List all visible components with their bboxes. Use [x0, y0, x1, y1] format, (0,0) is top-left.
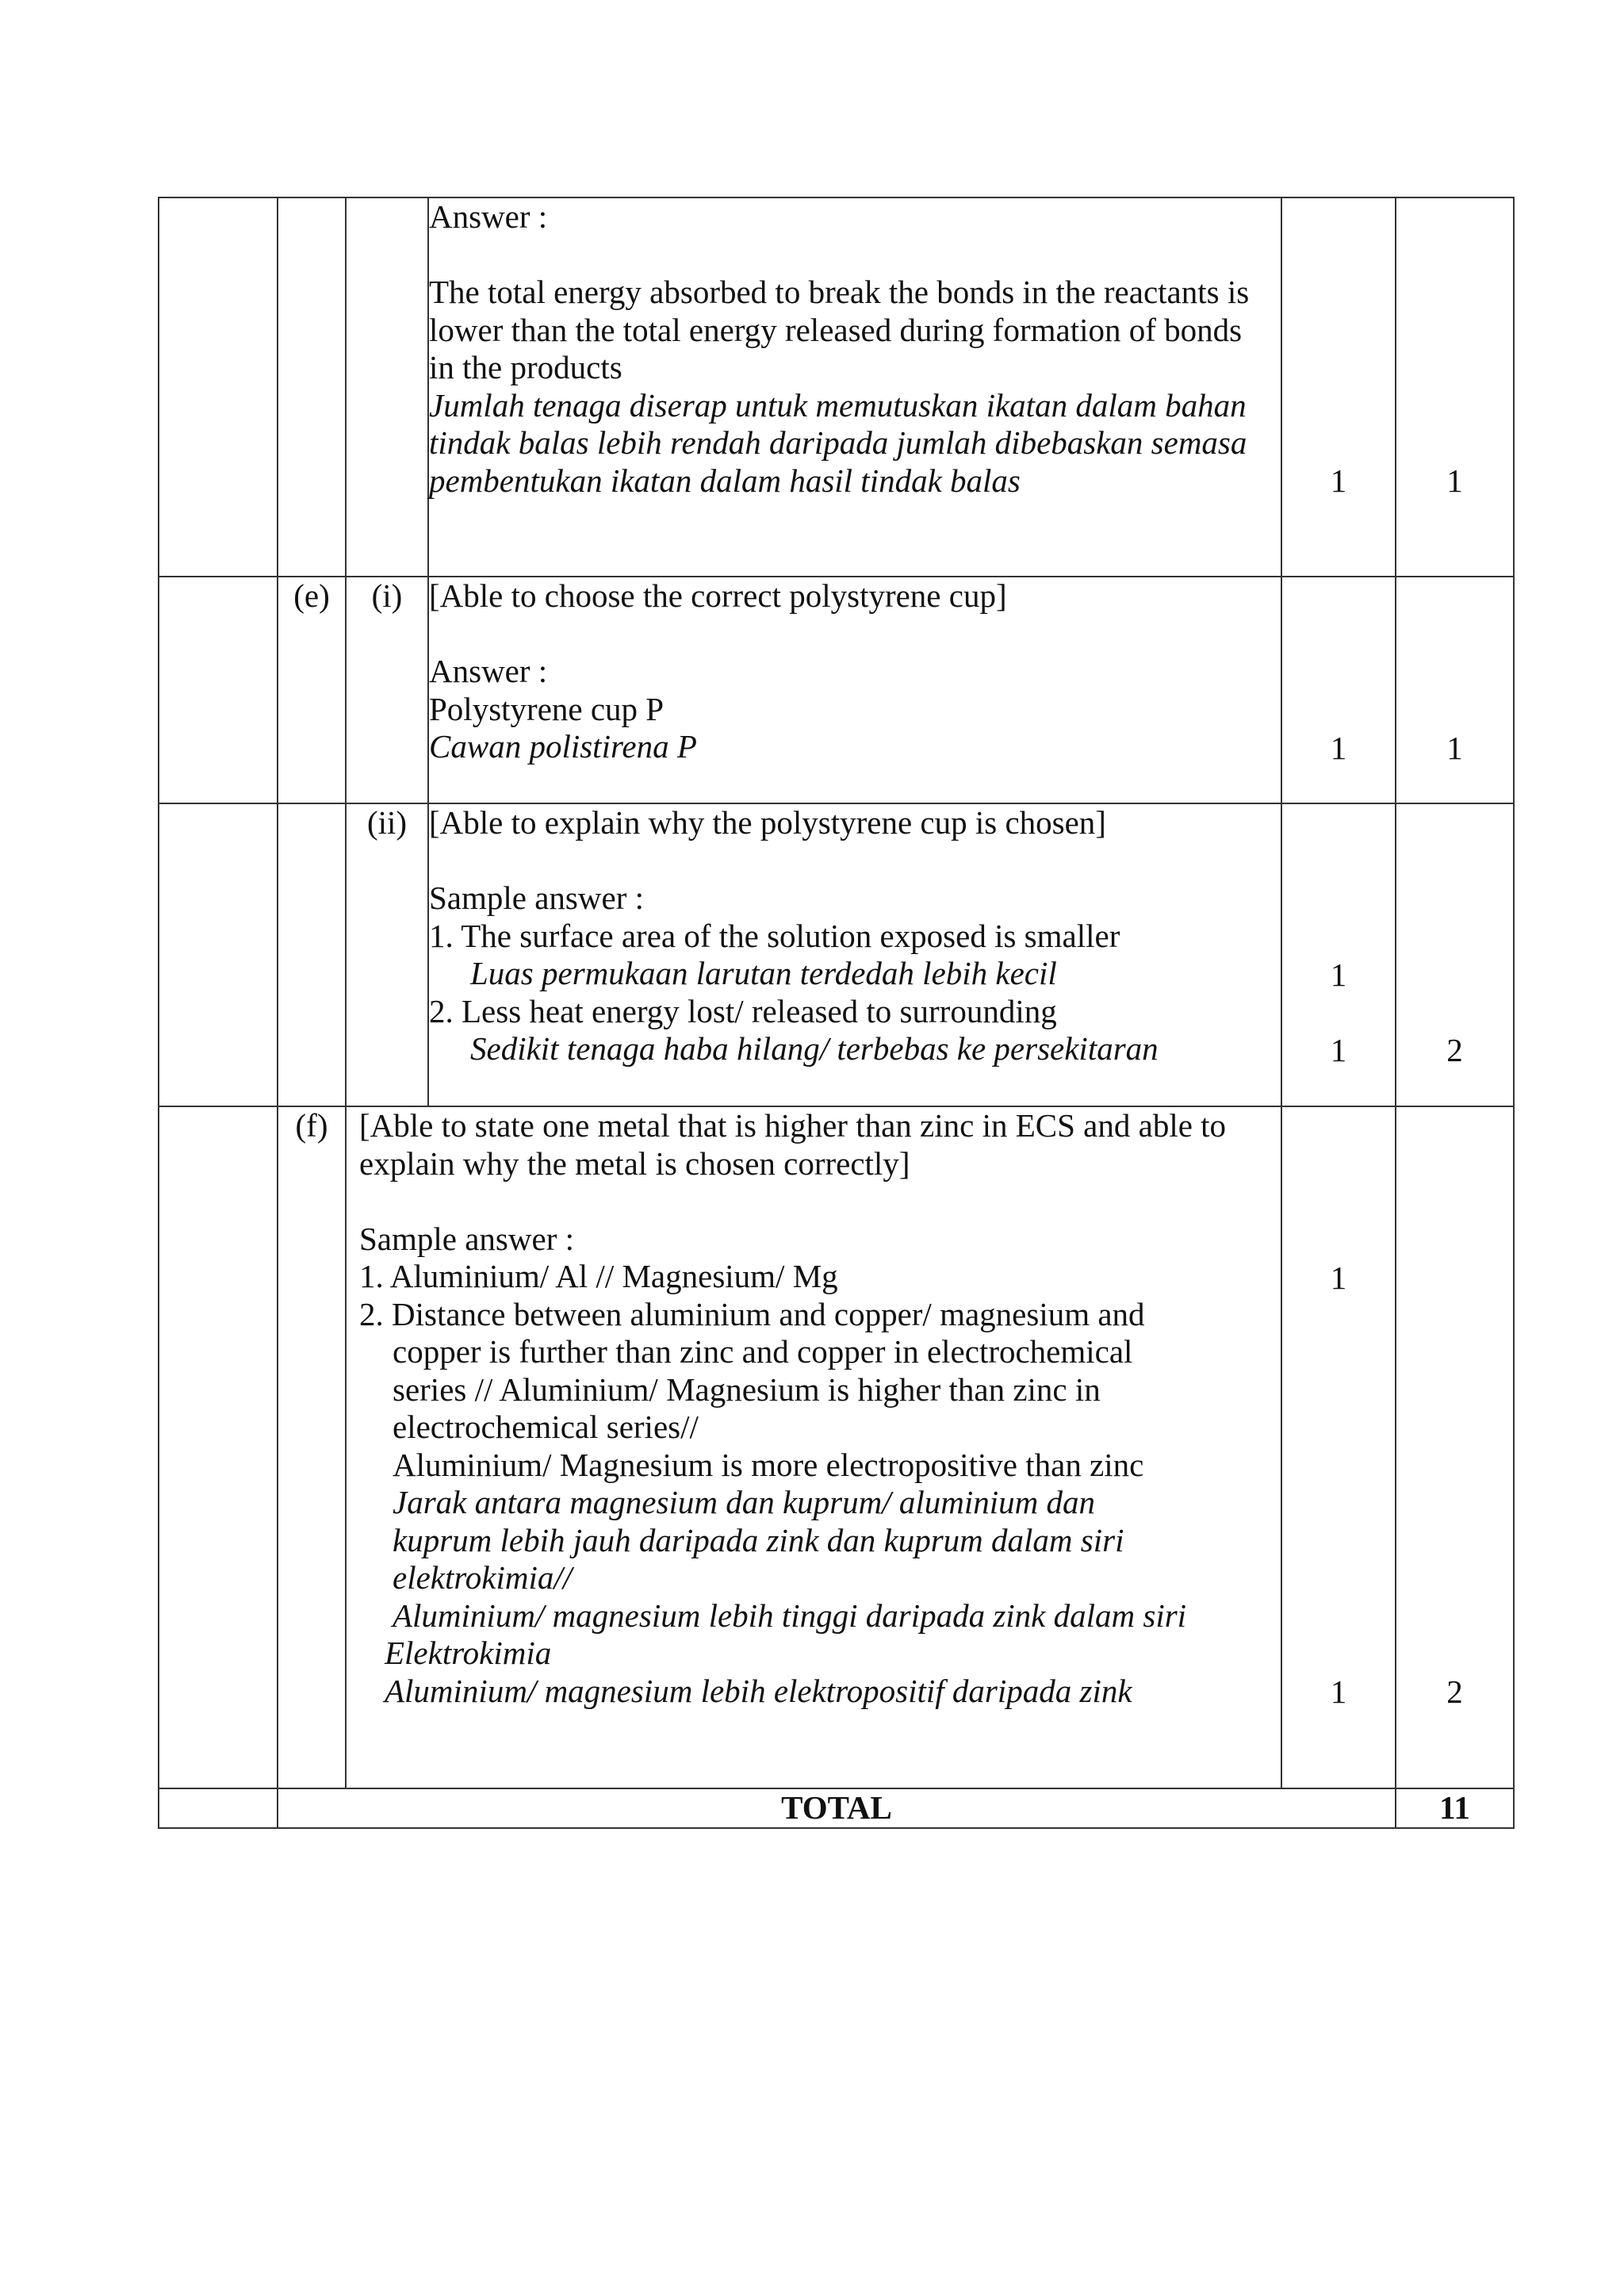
part-cell: [278, 803, 346, 1106]
answer-line-en: Polystyrene cup P: [429, 690, 665, 727]
answer-point-ms: Luas permukaan larutan terdedah lebih kecil: [470, 955, 1057, 991]
answer-point: Aluminium/ Magnesium is more electropositive than zinc: [393, 1446, 1144, 1483]
mark-value: 1: [1330, 730, 1347, 766]
answer-label: Sample answer :: [359, 1220, 574, 1257]
answer-line-en: in the products: [429, 349, 622, 385]
answer-cell: [428, 197, 1281, 577]
total-value: 1: [1446, 462, 1463, 499]
subpart-label: (ii): [346, 803, 428, 1106]
total-cell: [1396, 1106, 1514, 1788]
table-row-total: [159, 1788, 1514, 1828]
answer-line-en: The total energy absorbed to break the bonds in the reactants is: [429, 274, 1250, 310]
answer-label: Answer :: [429, 653, 548, 689]
part-label: (f): [278, 1106, 346, 1788]
total-value: 2: [1446, 1032, 1463, 1068]
total-cell: [1396, 197, 1514, 577]
question-cell: [159, 1106, 278, 1788]
answer-label: Sample answer :: [429, 880, 644, 916]
answer-line-ms: tindak balas lebih rendah daripada jumlah dibebaskan semasa: [429, 424, 1247, 461]
mark-cell: [1281, 1106, 1396, 1788]
total-cell: [1396, 803, 1514, 1106]
answer-point-ms: Elektrokimia: [385, 1635, 552, 1671]
table-row-e-i: [159, 577, 1514, 803]
spacer: [429, 236, 1281, 274]
total-value: 1: [1446, 730, 1463, 766]
answer-point-ms: kuprum lebih jauh daripada zink dan kuprum dalam siri: [393, 1521, 1124, 1558]
mark-value: 1: [1330, 956, 1347, 993]
question-cell: [159, 577, 278, 803]
total-value: 2: [1446, 1673, 1463, 1710]
spacer: [429, 842, 1281, 880]
mark-cell: [1281, 803, 1396, 1106]
answer-point-en: 1. The surface area of the solution exposed is smaller: [429, 917, 1120, 954]
answer-line-ms: Cawan polistirena P: [429, 728, 697, 765]
answer-point: copper is further than zinc and copper in electrochemical: [393, 1333, 1133, 1370]
spacer: [429, 615, 1281, 654]
answer-point: series // Aluminium/ Magnesium is higher than zinc in: [393, 1370, 1101, 1408]
answer-point: electrochemical series//: [393, 1409, 699, 1445]
total-label: TOTAL: [278, 1788, 1396, 1828]
mark-cell: [1281, 197, 1396, 577]
answer-cell: [428, 803, 1281, 1106]
question-cell: [159, 1788, 278, 1828]
answer-line-ms: Jumlah tenaga diserap untuk memutuskan ikatan dalam bahan: [429, 386, 1247, 424]
answer-point-ms: Jarak antara magnesium dan kuprum/ aluminium dan: [393, 1484, 1096, 1520]
criteria-text: [Able to explain why the polystyrene cup is chosen]: [429, 804, 1106, 841]
answer-point-ms: Sedikit tenaga haba hilang/ terbebas ke persekitaran: [470, 1030, 1159, 1067]
answer-point-ms: Aluminium/ magnesium lebih elektropositif daripada zink: [385, 1672, 1132, 1709]
criteria-text: [Able to choose the correct polystyrene cup]: [429, 577, 1007, 614]
marking-scheme-table: [158, 197, 1515, 1829]
answer-cell: [428, 577, 1281, 803]
answer-label: Answer :: [429, 198, 548, 235]
answer-point-en: 2. Less heat energy lost/ released to surrounding: [429, 992, 1057, 1029]
subpart-label: (i): [346, 577, 428, 803]
answer-point-ms: elektrokimia//: [393, 1559, 573, 1596]
answer-line-en: lower than the total energy released during formation of bonds: [429, 311, 1243, 348]
mark-value: 1: [1330, 1032, 1347, 1068]
part-label: (e): [278, 577, 346, 803]
mark-value: 1: [1330, 462, 1347, 499]
table-row-f: [159, 1106, 1514, 1788]
table-row-d-answer: [159, 197, 1514, 577]
mark-value: 1: [1330, 1673, 1347, 1710]
spacer: [359, 1182, 1281, 1221]
answer-line-ms: pembentukan ikatan dalam hasil tindak balas: [429, 462, 1021, 499]
grand-total-value: 11: [1396, 1788, 1514, 1828]
answer-point: 2. Distance between aluminium and copper/ magnesium and: [359, 1295, 1145, 1332]
total-cell: [1396, 577, 1514, 803]
answer-cell: [346, 1106, 1281, 1788]
question-cell: [159, 197, 278, 577]
subpart-cell: [346, 197, 428, 577]
criteria-text: [Able to state one metal that is higher than zinc in ECS and able to: [359, 1107, 1227, 1144]
table-row-e-ii: [159, 803, 1514, 1106]
criteria-text: explain why the metal is chosen correctly]: [359, 1144, 910, 1182]
part-cell: [278, 197, 346, 577]
answer-point: 1. Aluminium/ Al // Magnesium/ Mg: [359, 1258, 838, 1294]
question-cell: [159, 803, 278, 1106]
mark-value: 1: [1330, 1259, 1347, 1296]
answer-point-ms: Aluminium/ magnesium lebih tinggi daripada zink dalam siri: [393, 1596, 1187, 1634]
mark-cell: [1281, 577, 1396, 803]
